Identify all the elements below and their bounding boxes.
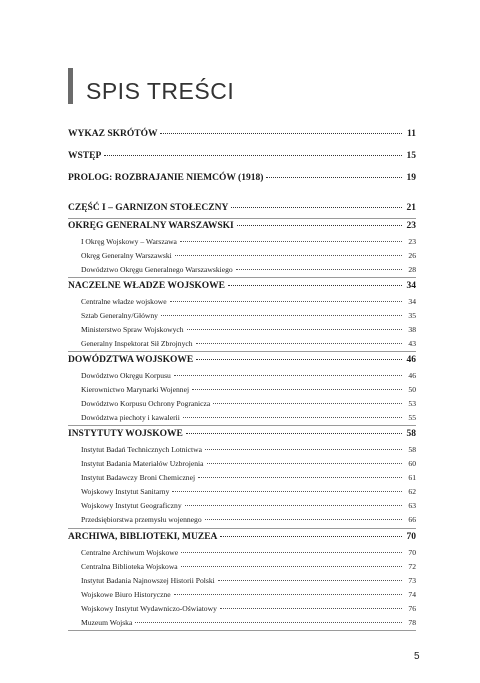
dot-leader	[205, 448, 402, 450]
toc-entry-title: CZĘŚĆ I – GARNIZON STOŁECZNY	[68, 203, 229, 213]
dot-leader	[196, 358, 402, 360]
toc-subentry[interactable]	[68, 265, 416, 274]
dot-leader	[160, 132, 402, 134]
toc-entry-page: 26	[408, 251, 416, 260]
toc-entry-title: Wojskowy Instytut Sanitarny	[81, 487, 170, 496]
toc-subentry[interactable]	[68, 548, 416, 557]
dot-leader	[266, 176, 402, 178]
toc-section-heading[interactable]	[68, 429, 416, 439]
toc-subentry[interactable]	[68, 297, 416, 306]
section-divider	[68, 425, 416, 426]
toc-subentry[interactable]	[68, 604, 416, 613]
toc-entry-title: Centralne władze wojskowe	[81, 297, 167, 306]
toc-entry-page: 73	[408, 576, 416, 585]
toc-entry-title: Przedsiębiorstwa przemysłu wojennego	[81, 515, 202, 524]
toc-entry-page: 19	[406, 173, 416, 183]
toc-subentry[interactable]	[68, 501, 416, 510]
dot-leader	[236, 268, 402, 270]
toc-entry-title: NACZELNE WŁADZE WOJSKOWE	[68, 281, 225, 291]
dot-leader	[174, 374, 402, 376]
toc-subentry[interactable]	[68, 251, 416, 260]
toc-entry-title: DOWÓDZTWA WOJSKOWE	[68, 355, 194, 365]
toc-entry-page: 62	[408, 487, 416, 496]
toc-subentry[interactable]	[68, 445, 416, 454]
toc-entry-page: 70	[408, 548, 416, 557]
toc-entry-page: 35	[408, 311, 416, 320]
dot-leader	[175, 254, 402, 256]
toc-entry-page: 66	[408, 515, 416, 524]
toc-entry-page: 28	[408, 265, 416, 274]
dot-leader	[183, 416, 402, 418]
toc-entry-page: 58	[408, 445, 416, 454]
toc-entry-title: Generalny Inspektorat Sił Zbrojnych	[81, 339, 193, 348]
toc-entry-title: INSTYTUTY WOJSKOWE	[68, 429, 183, 439]
dot-leader	[181, 565, 402, 567]
dot-leader	[180, 240, 402, 242]
toc-subentry[interactable]	[68, 515, 416, 524]
toc-entry-page: 55	[408, 413, 416, 422]
toc-entry-page: 38	[408, 325, 416, 334]
toc-entry-page: 76	[408, 604, 416, 613]
section-divider	[68, 351, 416, 352]
toc-entry-page: 50	[408, 385, 416, 394]
toc-entry-title: Wojskowy Instytut Wydawniczo-Oświatowy	[81, 604, 217, 613]
toc-entry-page: 21	[406, 203, 416, 213]
toc-subentry[interactable]	[68, 237, 416, 246]
dot-leader	[207, 462, 402, 464]
toc-entry-title: WYKAZ SKRÓTÓW	[68, 129, 158, 139]
toc-entry-title: Sztab Generalny/Główny	[81, 311, 158, 320]
toc-entry-title: Dowództwo Korpusu Ochrony Pogranicza	[81, 399, 211, 408]
dot-leader	[181, 551, 402, 553]
dot-leader	[213, 402, 402, 404]
section-divider	[68, 630, 416, 631]
toc-entry-page: 46	[408, 371, 416, 380]
toc-entry-page: 63	[408, 501, 416, 510]
toc-entry-title: ARCHIWA, BIBLIOTEKI, MUZEA	[68, 532, 218, 542]
page-number: 5	[414, 651, 420, 662]
dot-leader	[198, 476, 402, 478]
dot-leader	[185, 504, 402, 506]
toc-entry-prologue[interactable]	[68, 173, 416, 183]
toc-entry-abbreviations[interactable]	[68, 129, 416, 139]
toc-entry-title: Instytut Badania Najnowszej Historii Polski	[81, 576, 215, 585]
dot-leader	[174, 593, 402, 595]
toc-entry-page: 53	[408, 399, 416, 408]
toc-entry-page: 58	[406, 429, 416, 439]
toc-entry-page: 70	[406, 532, 416, 542]
toc-entry-title: Instytut Badań Technicznych Lotnictwa	[81, 445, 203, 454]
dot-leader	[237, 224, 402, 226]
section-divider	[68, 218, 416, 219]
dot-leader	[135, 621, 402, 623]
toc-entry-title: Dowództwa piechoty i kawalerii	[81, 413, 180, 422]
dot-leader	[218, 579, 402, 581]
toc-entry-page: 46	[406, 355, 416, 365]
dot-leader	[231, 206, 402, 208]
toc-entry-page: 34	[408, 297, 416, 306]
toc-entry-title: Muzeum Wojska	[81, 618, 133, 627]
dot-leader	[220, 607, 402, 609]
toc-subentry[interactable]	[68, 590, 416, 599]
section-divider	[68, 528, 416, 529]
toc-entry-title: I Okręg Wojskowy – Warszawa	[81, 237, 177, 246]
toc-entry-page: 23	[408, 237, 416, 246]
toc-subentry[interactable]	[68, 487, 416, 496]
dot-leader	[205, 518, 402, 520]
toc-subentry[interactable]	[68, 399, 416, 408]
toc-entry-page: 78	[408, 618, 416, 627]
toc-entry-page: 61	[408, 473, 416, 482]
toc-entry-title: WSTĘP	[68, 151, 102, 161]
dot-leader	[220, 535, 402, 537]
toc-entry-title: Okręg Generalny Warszawski	[81, 251, 172, 260]
toc-entry-page: 11	[407, 129, 416, 139]
toc-subentry[interactable]	[68, 576, 416, 585]
toc-entry-page: 43	[408, 339, 416, 348]
toc-subentry[interactable]	[68, 459, 416, 468]
toc-subentry[interactable]	[68, 618, 416, 627]
toc-entry-title: PROLOG: ROZBRAJANIE NIEMCÓW (1918)	[68, 173, 264, 183]
toc-subentry[interactable]	[68, 473, 416, 482]
toc-section-heading[interactable]	[68, 221, 416, 231]
dot-leader	[186, 432, 402, 434]
toc-subentry[interactable]	[68, 385, 416, 394]
toc-entry-title: Dowództwo Okręgu Generalnego Warszawskiego	[81, 265, 233, 274]
toc-entry-title: Centralne Archiwum Wojskowe	[81, 548, 179, 557]
toc-entry-title: Wojskowe Biuro Historyczne	[81, 590, 171, 599]
dot-leader	[187, 328, 402, 330]
toc-subentry[interactable]	[68, 339, 416, 348]
dot-leader	[104, 154, 402, 156]
toc-entry-page: 60	[408, 459, 416, 468]
page-title: SPIS TREŚCI	[86, 78, 235, 104]
toc-entry-title: Dowództwo Okręgu Korpusu	[81, 371, 171, 380]
toc-entry-introduction[interactable]	[68, 151, 416, 161]
toc-entry-page: 15	[406, 151, 416, 161]
toc-subentry[interactable]	[68, 311, 416, 320]
toc-section-heading[interactable]	[68, 532, 416, 542]
toc-entry-page: 74	[408, 590, 416, 599]
toc-subentry[interactable]	[68, 562, 416, 571]
toc-section-heading[interactable]	[68, 281, 416, 291]
toc-entry-title: Ministerstwo Spraw Wojskowych	[81, 325, 184, 334]
dot-leader	[172, 490, 402, 492]
toc-subentry[interactable]	[68, 325, 416, 334]
section-divider	[68, 277, 416, 278]
title-accent-bar	[68, 68, 73, 104]
toc-section-heading[interactable]	[68, 355, 416, 365]
toc-entry-title: Kierownictwo Marynarki Wojennej	[81, 385, 190, 394]
toc-entry-title: Centralna Biblioteka Wojskowa	[81, 562, 178, 571]
dot-leader	[228, 284, 402, 286]
toc-subentry[interactable]	[68, 371, 416, 380]
toc-entry-title: Instytut Badania Materiałów Uzbrojenia	[81, 459, 204, 468]
toc-part-1[interactable]	[68, 203, 416, 213]
toc-subentry[interactable]	[68, 413, 416, 422]
toc-entry-title: OKRĘG GENERALNY WARSZAWSKI	[68, 221, 234, 231]
toc-entry-page: 23	[406, 221, 416, 231]
dot-leader	[192, 388, 402, 390]
toc-entry-title: Instytut Badawczy Broni Chemicznej	[81, 473, 196, 482]
dot-leader	[170, 300, 402, 302]
toc-entry-title: Wojskowy Instytut Geograficzny	[81, 501, 182, 510]
toc-entry-page: 34	[406, 281, 416, 291]
toc-entry-page: 72	[408, 562, 416, 571]
dot-leader	[196, 342, 402, 344]
dot-leader	[161, 314, 402, 316]
